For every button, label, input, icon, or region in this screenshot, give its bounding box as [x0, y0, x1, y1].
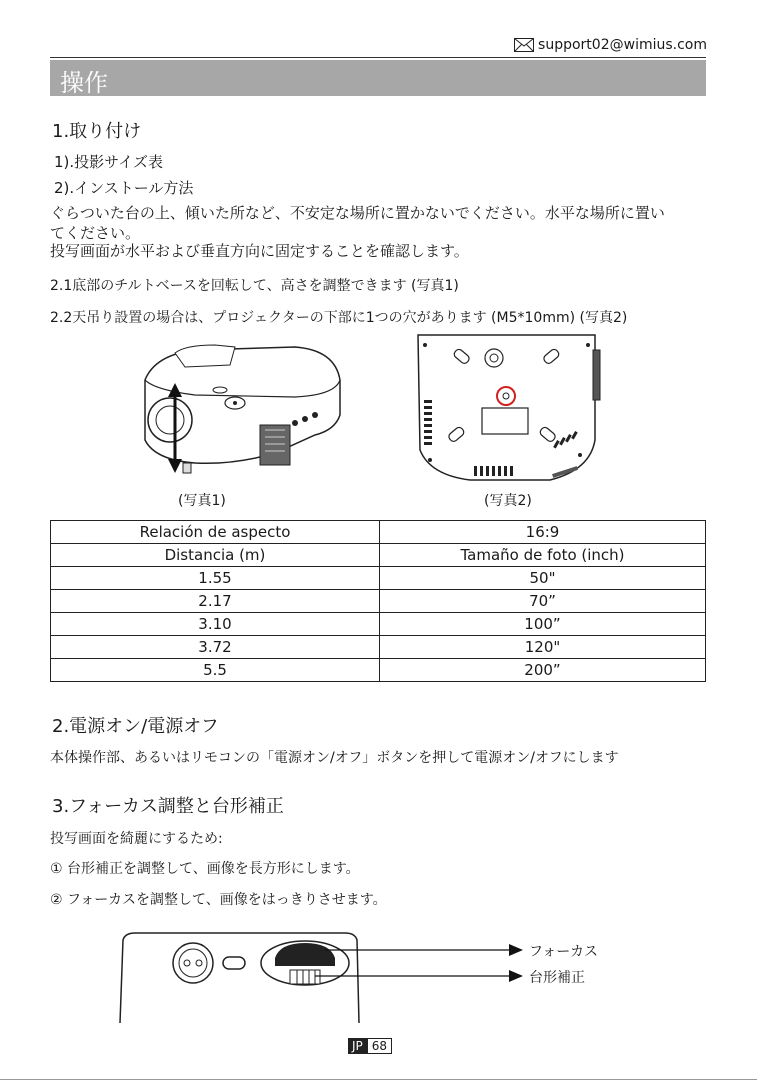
- install-step-1: 2.1底部のチルトベースを回転して、高さを調整できます (写真1): [50, 278, 459, 294]
- table-cell: Relación de aspecto: [51, 521, 380, 544]
- table-cell: 100”: [380, 613, 706, 636]
- support-email: [514, 37, 707, 53]
- table-row: [51, 659, 706, 682]
- photo1-caption: (写真1): [178, 493, 226, 509]
- install-paragraph-1-line2: てください。: [50, 224, 141, 242]
- section1-sub1: 1).投影サイズ表: [54, 153, 163, 171]
- focus-intro: 投写画面を綺麗にするため:: [50, 831, 223, 847]
- table-cell: 120": [380, 636, 706, 659]
- install-paragraph-2: 投写画面が水平および垂直方向に固定することを確認します。: [50, 242, 469, 260]
- section2-title: 2.電源オン/電源オフ: [52, 716, 219, 737]
- focus-step-2: ② フォーカスを調整して、画像をはっきりさせます。: [50, 892, 387, 908]
- table-cell: 200”: [380, 659, 706, 682]
- language-code: JP: [348, 1038, 367, 1054]
- table-cell: 2.17: [51, 590, 380, 613]
- table-row: [51, 590, 706, 613]
- section-title: 操作: [60, 69, 108, 97]
- table-row: [51, 636, 706, 659]
- page-number-value: 68: [367, 1038, 392, 1054]
- table-cell: 5.5: [51, 659, 380, 682]
- table-row: [51, 613, 706, 636]
- section3-title: 3.フォーカス調整と台形補正: [52, 796, 284, 817]
- table-cell: Tamaño de foto (inch): [380, 544, 706, 567]
- install-step-2: 2.2天吊り設置の場合は、プロジェクターの下部に1つの穴があります (M5*10mm) (写真2): [50, 310, 628, 326]
- projector-bottom-illustration: [410, 330, 610, 485]
- table-row: [51, 521, 706, 544]
- email-text: support02@wimius.com: [538, 37, 707, 53]
- power-paragraph: 本体操作部、あるいはリモコンの「電源オン/オフ」ボタンを押して電源オン/オフにします: [50, 750, 619, 766]
- header-rule: [50, 57, 706, 58]
- photo2-caption: (写真2): [484, 493, 532, 509]
- section1-title: 1.取り付け: [52, 121, 142, 142]
- table-cell: 70”: [380, 590, 706, 613]
- focus-keystone-illustration: [115, 928, 525, 1023]
- mail-icon: [514, 38, 534, 52]
- focus-label: フォーカス: [529, 944, 599, 960]
- table-cell: Distancia (m): [51, 544, 380, 567]
- keystone-label: 台形補正: [529, 970, 585, 986]
- projector-tilt-illustration: [135, 335, 350, 485]
- table-cell: 3.72: [51, 636, 380, 659]
- install-paragraph-1: [50, 203, 710, 243]
- table-cell: 1.55: [51, 567, 380, 590]
- bottom-rule: [0, 1079, 757, 1080]
- table-row: [51, 544, 706, 567]
- table-cell: 3.10: [51, 613, 380, 636]
- focus-step-1: ① 台形補正を調整して、画像を長方形にします。: [50, 861, 360, 877]
- page-number: [348, 1038, 392, 1054]
- section-banner: [50, 60, 706, 96]
- table-row: [51, 567, 706, 590]
- table-cell: 16:9: [380, 521, 706, 544]
- section1-sub2: 2).インストール方法: [54, 179, 194, 197]
- install-paragraph-1-line1: ぐらついた台の上、傾いた所など、不安定な場所に置かないでください。水平な場所に置い: [50, 204, 665, 222]
- table-cell: 50": [380, 567, 706, 590]
- projection-size-table: [50, 520, 706, 682]
